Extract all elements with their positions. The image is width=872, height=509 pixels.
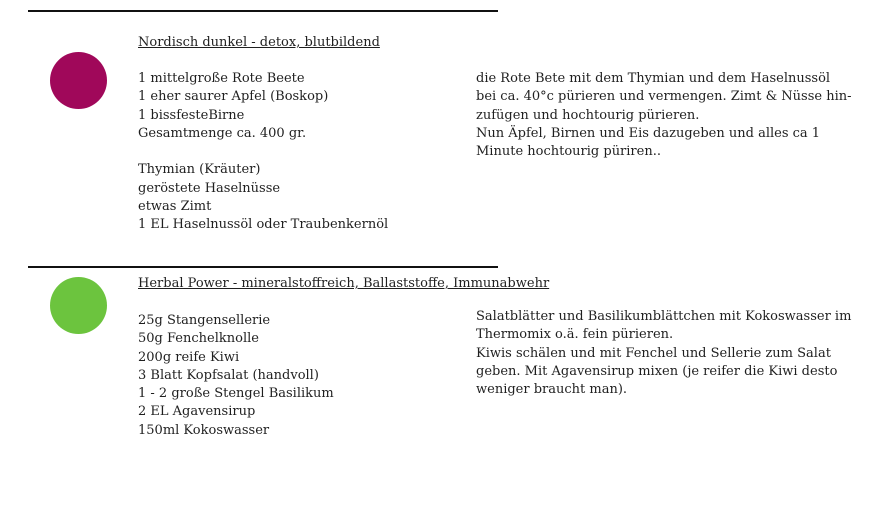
ingredient-line: 50g Fenchelknolle <box>138 331 259 347</box>
instruction-line: zufügen und hochtourig pürieren. <box>476 107 700 123</box>
recipe2-instructions <box>476 308 851 399</box>
recipe1-color-dot <box>50 52 107 109</box>
ingredient-line: 2 EL Agavensirup <box>138 404 256 420</box>
instruction-line: bei ca. 40°c pürieren und vermengen. Zimt & Nüsse hin- <box>476 89 852 105</box>
instruction-line: Nun Äpfel, Birnen und Eis dazugeben und alles ca 1 <box>476 125 821 141</box>
instruction-line: Minute hochtourig püriren.. <box>476 144 661 160</box>
section-divider-top <box>28 10 498 12</box>
instruction-line: Thermomix o.ä. fein pürieren. <box>476 327 674 343</box>
recipe2-title: Herbal Power - mineralstoffreich, Ballaststoffe, Immunabwehr <box>138 276 550 291</box>
recipe1-ingredients <box>138 70 388 235</box>
instruction-line: Kiwis schälen und mit Fenchel und Sellerie zum Salat <box>476 345 831 361</box>
ingredient-line: 1 eher saurer Apfel (Boskop) <box>138 89 329 105</box>
ingredient-line: 200g reife Kiwi <box>138 349 240 365</box>
instruction-line: Salatblätter und Basilikumblättchen mit Kokoswasser im <box>476 309 852 324</box>
ingredient-line: geröstete Haselnüsse <box>138 180 281 196</box>
ingredient-line: 25g Stangensellerie <box>138 313 271 328</box>
recipe1-title: Nordisch dunkel - detox, blutbildend <box>138 35 380 50</box>
recipe2-ingredients <box>138 312 334 440</box>
ingredient-line: 1 EL Haselnussöl oder Traubenkernöl <box>138 217 389 233</box>
instruction-line: die Rote Bete mit dem Thymian und dem Haselnussöl <box>476 71 831 86</box>
recipe2-color-dot <box>50 277 107 334</box>
section-divider-middle <box>28 266 498 268</box>
ingredient-line: 3 Blatt Kopfsalat (handvoll) <box>138 367 319 383</box>
recipe1-instructions <box>476 70 852 161</box>
ingredient-line: Gesamtmenge ca. 400 gr. <box>138 125 307 141</box>
ingredient-line: Thymian (Kräuter) <box>138 162 261 178</box>
instruction-line: weniger braucht man). <box>476 382 628 398</box>
ingredient-line: etwas Zimt <box>138 199 212 215</box>
ingredient-line: 1 mittelgroße Rote Beete <box>138 71 305 86</box>
ingredient-line: 1 - 2 große Stengel Basilikum <box>138 386 334 402</box>
instruction-line: geben. Mit Agavensirup mixen (je reifer die Kiwi desto <box>476 363 838 379</box>
ingredient-line: 150ml Kokoswasser <box>138 422 270 438</box>
ingredient-line: 1 bissfesteBirne <box>138 107 245 123</box>
